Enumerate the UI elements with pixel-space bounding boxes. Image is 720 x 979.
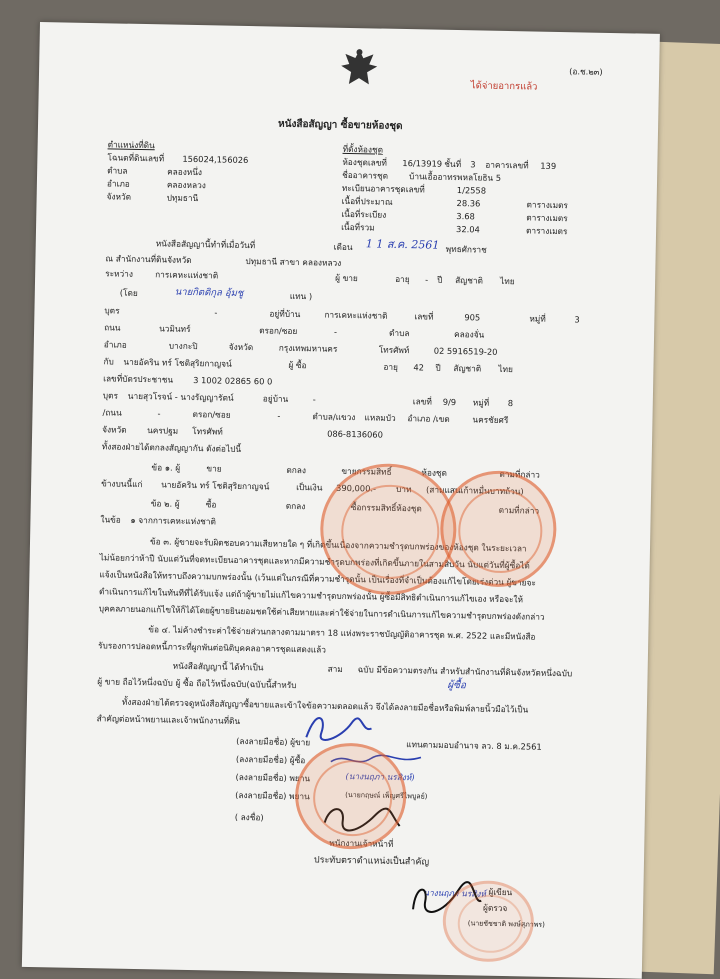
- seller-phone-value: 02 5916519-20: [433, 345, 498, 357]
- clause2-no: ข้อ ๒. ผู้: [150, 498, 180, 509]
- deed-value: 156024,156026: [182, 153, 249, 166]
- clause1-sell: ขาย: [206, 463, 222, 474]
- seller-road-label: ถนน: [104, 322, 121, 333]
- land-province-value: ปทุมธานี: [166, 192, 199, 204]
- seller-subdistrict-label: ตำบล: [389, 327, 410, 339]
- office-label: ณ สำนักงานที่ดินจังหวัด: [105, 253, 192, 265]
- area-value: 28.36: [456, 198, 481, 209]
- seller-age-label: อายุ: [395, 273, 410, 285]
- buyer-child-value: นายสุวโรจน์ - นางรัญญารัตน์: [127, 390, 234, 403]
- seller-child-label: บุตร: [104, 305, 120, 316]
- tambon-label: ตำบล: [107, 165, 128, 176]
- made-on-label: หนังสือสัญญานี้ทำที่เมื่อวันที่: [155, 238, 256, 251]
- buyer-province-value: นครปฐม: [147, 425, 179, 436]
- seller-residence-label: อยู่ที่บ้าน: [269, 308, 301, 320]
- clause3-line1: ข้อ ๓. ผู้ขายจะรับผิดชอบความเสียหายใด ๆ ที่เกิดขึ้นเนื่องจากความชำรุดบกพร่องของห้องชุด ในระยะเวลา: [149, 536, 527, 554]
- clause1-to: ข้างบนนี้แก่: [101, 478, 143, 490]
- seller-age-value: -: [425, 274, 429, 285]
- buyer-soi-value: -: [277, 410, 281, 421]
- id-value: 3 1002 02865 60 0: [193, 375, 273, 387]
- condo-label: ชื่ออาคารชุด: [342, 169, 389, 181]
- seller-phone-label: โทรศัพท์: [378, 344, 410, 356]
- room-label: ห้องชุดเลขที่: [342, 156, 388, 168]
- amphoe-value: คลองหลวง: [166, 179, 206, 191]
- buyer-moo-label: หมู่ที่: [472, 397, 490, 408]
- clause4-line1: ข้อ ๔. ไม่ค้างชำระค่าใช้จ่ายส่วนกลางตามมาตรา 18 แห่งพระราชบัญญัติอาคารชุด พ.ศ. 2522 และมีหนังสือ: [148, 624, 536, 642]
- total-area-unit: ตารางเมตร: [525, 225, 568, 237]
- buyer-child-label: บุตร: [102, 390, 119, 401]
- seller-no-value: 905: [464, 312, 481, 323]
- checker-role: ผู้ตรวจ: [482, 902, 508, 914]
- copies-count: สาม: [327, 663, 343, 674]
- buyer-amphoe-label: อำเภอ /เขต: [407, 413, 450, 424]
- copy-recipient: ผู้ซื้อ: [447, 679, 467, 692]
- buyer-road-label: /ถนน: [102, 407, 122, 418]
- seller-district-value: บางกะปิ: [168, 340, 198, 352]
- seller-soi-label: ตรอก/ซอย: [259, 325, 298, 336]
- buyer-age-label: อายุ: [383, 361, 399, 372]
- seller-residence-value: การเคหะแห่งชาติ: [324, 309, 388, 321]
- seller-subdistrict-value: คลองจั่น: [453, 329, 485, 340]
- clause4-line2: รับรองการปลอดหนี้ภาระที่ผูกพันต่อนิติบุคคลอาคารชุดแสดงแล้ว: [97, 640, 327, 655]
- buyer-role: ผู้ ซื้อ: [288, 359, 307, 371]
- land-province-label: จังหวัด: [106, 191, 132, 202]
- final-line1: ทั้งสองฝ่ายได้ตรวจดูหนังสือสัญญาซื้อขายและเข้าใจข้อความตลอดแล้ว จึงได้ลงลายมือชื่อหรือพิมพ์ลายนิ้วมือไว้เป็น: [121, 696, 529, 715]
- between-label: ระหว่าง: [105, 268, 134, 279]
- buyer-signature-label: (ลงลายมือชื่อ) ผู้ซื้อ: [235, 753, 306, 766]
- tambon-value: คลองหนึ่ง: [167, 166, 203, 178]
- unit-heading: ที่ตั้งห้องชุด: [342, 143, 384, 155]
- final-line2: สำคัญต่อหน้าพยานและเจ้าพนักงานที่ดิน: [96, 713, 241, 726]
- clause2-buy: ซื้อ: [205, 499, 217, 510]
- witness2-name: (นายกฤษณ์ เพ็ญศรีไพบูลย์): [345, 791, 428, 801]
- witness1-signature-label: (ลงลายมือชื่อ) พยาน: [235, 771, 311, 784]
- floor-label: ชั้นที่: [444, 158, 462, 170]
- buyer-no-label: เลขที่: [412, 396, 432, 407]
- building-value: 139: [540, 160, 557, 171]
- room-value: 16/13919: [402, 157, 443, 169]
- clause3-line3: แจ้งเป็นหนังสือให้ทราบถึงความบกพร่องนั้น (เว้นแต่ในกรณีที่ความชำรุดนั้น เป็นเรื่องที่จำเป็นต้องแก้ไขโดยเร่งด่วน ผู้ขายจะ: [99, 569, 536, 588]
- clause2-from: ๑ จากการเคหะแห่งชาติ: [130, 514, 216, 527]
- floor-value: 3: [470, 159, 476, 170]
- checker-seal-stamp: [442, 880, 535, 963]
- buyer-residence-value: -: [312, 394, 316, 405]
- buyer-nationality-value: ไทย: [498, 363, 514, 375]
- era-label: พุทธศักราช: [445, 243, 487, 255]
- witness1-name: (นางนฤภา นรสิงห์): [345, 771, 415, 783]
- clause2-prefix: ในข้อ: [100, 514, 121, 525]
- area-label: เนื้อที่ประมาณ: [341, 195, 393, 207]
- buyer-amphoe-value: นครชัยศรี: [472, 414, 509, 426]
- buyer-phone-label: โทรศัพท์: [192, 425, 223, 437]
- buyer-province-label: จังหวัด: [102, 424, 127, 435]
- official-seal-stamp: [294, 742, 407, 850]
- seller-province-value: กรุงเทพมหานคร: [278, 342, 338, 354]
- office-value: ปทุมธานี สาขา คลองหลวง: [245, 255, 342, 268]
- seller-road-value: นวมินทร์: [159, 323, 191, 334]
- date-stamp: 1 1 ส.ค. 2561: [365, 237, 440, 252]
- total-area-value: 32.04: [456, 224, 480, 235]
- seller-signature-icon: [296, 707, 377, 749]
- seller-moo-value: 3: [574, 314, 580, 325]
- deed-label: โฉนดที่ดินเลขที่: [107, 152, 165, 164]
- amphoe-label: อำเภอ: [106, 178, 130, 189]
- clause3-line2: ไม่น้อยกว่าห้าปี นับแต่วันที่จดทะเบียนอาคารชุดและหากมีความชำรุดบกพร่องที่เกิดขึ้นภายในสามสิบวัน นับแต่วันที่ผู้ซื้อได้: [99, 552, 530, 571]
- copies-line1: หนังสือสัญญานี้ ได้ทำเป็น: [172, 660, 264, 673]
- seller-moo-label: หมู่ที่: [529, 313, 546, 324]
- buyer-nationality-label: สัญชาติ: [453, 363, 482, 374]
- buyer-tambon-label: ตำบล/แขวง: [312, 411, 356, 423]
- tax-paid-note: ได้จ่ายอากรแล้ว: [470, 80, 538, 93]
- seller-child-value: -: [214, 307, 218, 318]
- buyer-age-value: 42: [413, 362, 425, 373]
- id-label: เลขที่บัตรประชาชน: [103, 373, 174, 385]
- clause1-words: (สามแสนเก้าหมื่นบาทถ้วน): [426, 484, 524, 497]
- clause1-as-above: ตามที่กล่าว: [499, 468, 540, 480]
- total-area-label: เนื้อที่รวม: [341, 221, 375, 233]
- buyer-name: นายอัคริน ทร์ โชติสุริยกาญจน์: [123, 356, 232, 369]
- form-code: (อ.ช.๒๓): [569, 66, 603, 77]
- garuda-emblem-icon: [339, 46, 380, 91]
- clause1-baht: บาท: [396, 483, 412, 495]
- witness2-signature-label: (ลงลายมือชื่อ) พยาน: [235, 789, 310, 802]
- copies-line2: ฉบับ มีข้อความตรงกัน สำหรับสำนักงานที่ดินจังหวัดหนึ่งฉบับ: [357, 664, 573, 679]
- with-label: กับ: [103, 356, 114, 367]
- document-title: หนังสือสัญญา ซื้อขายห้องชุด: [277, 118, 403, 132]
- clause1-agree: ตกลง: [286, 464, 307, 476]
- registration-label: ทะเบียนอาคารชุดเลขที่: [341, 182, 425, 195]
- seal-label: ประทับตราตำแหน่งเป็นสำคัญ: [313, 855, 430, 868]
- clause3-line5: บุคคลภายนอกแก้ไขให้ก็ได้โดยผู้ขายยินยอมชดใช้ค่าเสียหายและค่าใช้จ่ายในการดำเนินการแก้ไขความชำรุดบกพร่องดังกล่าว: [98, 603, 545, 622]
- checker-name: (นายชัชชาติ พงษ์สุภาพร): [467, 919, 545, 929]
- seller-district-label: อำเภอ: [103, 339, 127, 350]
- writer-role: ผู้เขียน: [488, 886, 513, 898]
- copies-line3: ผู้ ขาย ถือไว้หนึ่งฉบับ ผู้ ซื้อ ถือไว้หนึ่งฉบับ(ฉบับนี้สำหรับ: [97, 676, 297, 691]
- buyer-soi-label: ตรอก/ซอย: [192, 409, 231, 420]
- office-seal-stamp-right: [439, 470, 557, 588]
- contract-document: [22, 22, 660, 979]
- official-role: พนักงานเจ้าหน้าที่: [329, 837, 394, 849]
- seller-years-label: ปี: [437, 274, 443, 285]
- seller-soi-value: -: [334, 326, 338, 337]
- buyer-no-value: 9/9: [442, 396, 457, 408]
- on-behalf-label: แทน ): [289, 290, 313, 302]
- seller-value: การเคหะแห่งชาติ: [155, 269, 219, 281]
- clause1-price-label: เป็นเงิน: [296, 482, 323, 493]
- buyer-residence-label: อยู่บ้าน: [262, 393, 289, 404]
- land-heading: ตำแหน่งที่ดิน: [107, 139, 155, 151]
- seller-signature-label: (ลงลายมือชื่อ) ผู้ขาย: [236, 735, 311, 748]
- clause2-agree: ตกลง: [285, 500, 306, 512]
- clause1-sell-rights: ขายกรรมสิทธิ์: [341, 465, 392, 477]
- seller-nationality-label: สัญชาติ: [455, 275, 484, 286]
- balcony-value: 3.68: [456, 211, 475, 222]
- buyer-road-value: -: [157, 408, 161, 419]
- clause1-unit: ห้องชุด: [421, 467, 448, 478]
- balcony-label: เนื้อที่ระเบียง: [341, 208, 387, 220]
- clause1-buyer: นายอัคริน ทร์ โชติสุริยกาญจน์: [161, 479, 270, 492]
- balcony-unit: ตารางเมตร: [526, 212, 568, 224]
- buyer-tambon-value: แหลมบัว: [364, 412, 396, 423]
- clause1-no: ข้อ ๑. ผู้: [151, 462, 181, 473]
- clause3-line4: ดำเนินการแก้ไขในทันทีที่ได้รับแจ้ง แต่ถ้าผู้ขายไม่แก้ไขความชำรุดบกพร่องนั้น ผู้ซื้อมีสิทธิดำเนินการแก้ไขเอง หรือจะให้: [98, 586, 524, 605]
- seller-no-label: เลขที่: [414, 311, 434, 322]
- clause2-buy-rights: ซื้อกรรมสิทธิ์ห้องชุด: [350, 502, 422, 514]
- clause2-as-above: ตามที่กล่าว: [498, 504, 540, 516]
- seller-nationality-value: ไทย: [500, 275, 515, 287]
- registration-value: 1/2558: [456, 185, 487, 196]
- seller-signature-note: แทนตามมอบอำนาจ ลว. 8 ม.ค.2561: [406, 739, 542, 752]
- seller-province-label: จังหวัด: [228, 341, 254, 353]
- month-label: เดือน: [333, 241, 353, 253]
- representative-name: นายกิตติกุล อุ้มชู: [174, 286, 244, 299]
- condo-value: บ้านเอื้ออาทรพหลโยธิน 5: [409, 171, 502, 183]
- buyer-phone-value: 086-8136060: [327, 428, 384, 440]
- seller-role: ผู้ ขาย: [335, 272, 358, 284]
- buyer-years-label: ปี: [435, 362, 441, 373]
- building-label: อาคารเลขที่: [485, 159, 529, 171]
- by-label: (โดย: [119, 287, 138, 298]
- official-signature-label: ( ลงชื่อ): [234, 811, 264, 823]
- clause1-price: 390,000.-: [336, 482, 377, 494]
- writer-name: นางนฤภา นรสิงห์: [423, 887, 487, 899]
- agree-line: ทั้งสองฝ่ายได้ตกลงสัญญากัน ดังต่อไปนี้: [101, 441, 242, 454]
- buyer-moo-value: 8: [507, 398, 514, 409]
- area-unit: ตารางเมตร: [526, 199, 569, 211]
